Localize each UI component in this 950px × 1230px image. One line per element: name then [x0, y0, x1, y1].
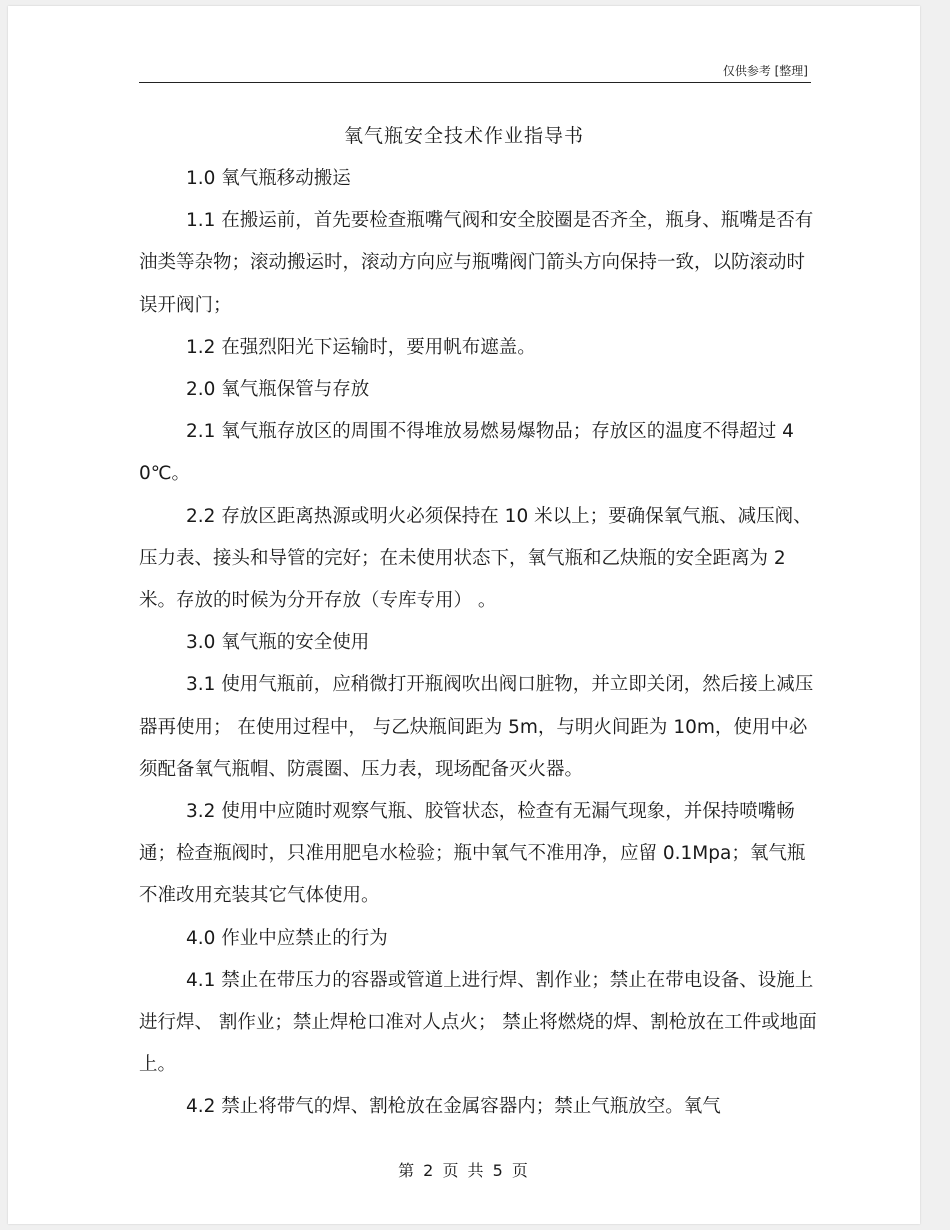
- document-title: 氧气瓶安全技术作业指导书: [343, 125, 584, 147]
- paragraph-3-2: 3.2 使用中应随时观察气瓶、胶管状态，检查有无漏气现象，并保持喷嘴畅通；检查瓶阀时，只准用肥皂水检验；瓶中氧气不准用净，应留 0.1Mpa；氧气瓶不准改用充装其它气体使用。: [139, 801, 806, 907]
- paragraph-1-1: 1.1 在搬运前，首先要检查瓶嘴气阀和安全胶圈是否齐全，瓶身、瓶嘴是否有油类等杂物；滚动搬运时，滚动方向应与瓶嘴阀门箭头方向保持一致，以防滚动时误开阀门；: [139, 210, 814, 316]
- paragraph-1-2: 1.2 在强烈阳光下运输时，要用帆布遮盖。: [186, 336, 536, 358]
- paragraph-4-1: 4.1 禁止在带压力的容器或管道上进行焊、割作业；禁止在带电设备、设施上进行焊、 割作业；禁止焊枪口准对人点火； 禁止将燃烧的焊、割枪放在工件或地面上。: [139, 969, 817, 1076]
- section-heading-3: 3.0 氧气瓶的安全使用: [186, 632, 370, 654]
- paragraph-4-2: 4.2 禁止将带气的焊、割枪放在金属容器内；禁止气瓶放空。氧气: [186, 1096, 721, 1118]
- paragraph-3-1: 3.1 使用气瓶前，应稍微打开瓶阀吹出阀口脏物，并立即关闭，然后接上减压器再使用； 在使用过程中， 与乙炔瓶间距为 5m，与明火间距为 10m，使用中必须配备氧气瓶帽、防震圈、压力表，现场配备灭火器。: [139, 674, 814, 780]
- document-body: [139, 158, 819, 1129]
- header-divider: [139, 82, 811, 83]
- paragraph-2-2: 2.2 存放区距离热源或明火必须保持在 10 米以上；要确保氧气瓶、减压阀、压力表、接头和导管的完好；在未使用状态下，氧气瓶和乙炔瓶的安全距离为 2 米。存放的时候为分开存放（专库专用） 。: [139, 505, 812, 612]
- document-page: [8, 6, 920, 1224]
- section-heading-4: 4.0 作业中应禁止的行为: [186, 927, 388, 949]
- section-heading-2: 2.0 氧气瓶保管与存放: [186, 379, 370, 401]
- header-note: 仅供参考 [整理]: [722, 64, 808, 78]
- page-footer: 第 2 页 共 5 页: [398, 1161, 530, 1180]
- section-heading-1: 1.0 氧气瓶移动搬运: [186, 168, 351, 189]
- paragraph-2-1: 2.1 氧气瓶存放区的周围不得堆放易燃易爆物品；存放区的温度不得超过 40℃。: [139, 421, 794, 485]
